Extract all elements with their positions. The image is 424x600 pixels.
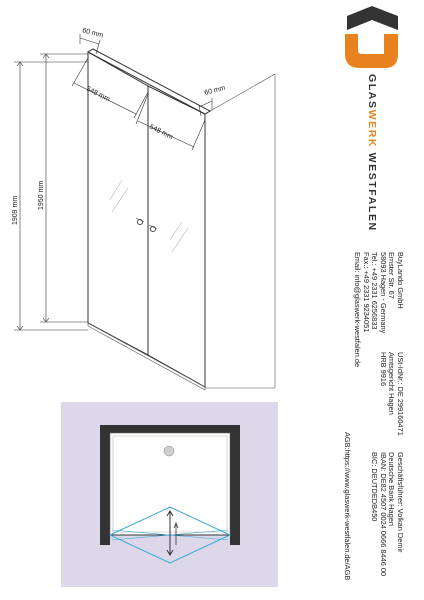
bank-info-block (370, 452, 404, 576)
right-wall (230, 425, 240, 545)
company-name: BuyLando GmbH (396, 252, 405, 309)
registry-number: HRB 9916 (378, 352, 388, 387)
company-address-block (352, 252, 404, 367)
bank-name: Deutsche Bank Hagen (387, 452, 397, 526)
back-wall (100, 425, 240, 433)
logo-top-mark (347, 6, 398, 30)
court-registry: Amtsgericht Hagen (387, 352, 397, 415)
terms-link[interactable]: AGB:https://www.glaswerk-westfalen.de/AGB (343, 432, 352, 581)
glass-reflection (110, 180, 128, 212)
handle-bar (136, 218, 157, 229)
logo-orange-mark (345, 34, 398, 68)
dim-side-depth (199, 85, 226, 116)
brand-name-glas: GLAS (366, 74, 378, 110)
svg-text:60 mm: 60 mm (203, 84, 227, 97)
brand-name (366, 74, 378, 232)
top-profile (88, 49, 210, 114)
glass-reflection (170, 222, 188, 252)
dim-glass-height (38, 54, 88, 322)
left-wall (100, 425, 110, 545)
svg-text:1950 mm: 1950 mm (38, 180, 45, 210)
company-city: 58093 Hagen - Germany (378, 252, 388, 334)
drain-icon (164, 446, 174, 456)
brand-name-westfalen: WESTFALEN (366, 148, 378, 232)
svg-text:548 mm: 548 mm (85, 85, 111, 104)
company-fax: Fax.: +49 2331 9234051 (361, 252, 371, 333)
svg-text:1909 mm: 1909 mm (12, 195, 19, 225)
bank-iban: IBAN: DE82 4507 0024 0666 8446 00 (378, 452, 388, 577)
bottom-profile (88, 323, 205, 390)
brand-name-werk: WERK (366, 109, 378, 149)
dim-left-panel-width (72, 58, 148, 118)
managing-director: Geschäftsführer: Volkan Demir (396, 452, 405, 553)
shower-door-elevation (88, 49, 275, 390)
company-phone: Tel.: +49 2331 6256833 (370, 252, 380, 330)
svg-text:60 mm: 60 mm (81, 27, 104, 40)
glaswerk-logo (345, 6, 398, 68)
vat-id: USt-IdNr.: DE 299160471 (396, 352, 405, 436)
side-wall (205, 74, 275, 388)
bank-bic: BIC: DEUTDEDB450 (370, 452, 380, 522)
company-street: Emster Str. 67 (387, 252, 397, 299)
svg-text:548 mm: 548 mm (148, 123, 174, 142)
company-email: Email: info@glaswerk-westfalen.de (353, 252, 363, 368)
dim-total-height (12, 62, 88, 330)
floor-plan (61, 402, 278, 587)
legal-info-block (378, 352, 404, 436)
